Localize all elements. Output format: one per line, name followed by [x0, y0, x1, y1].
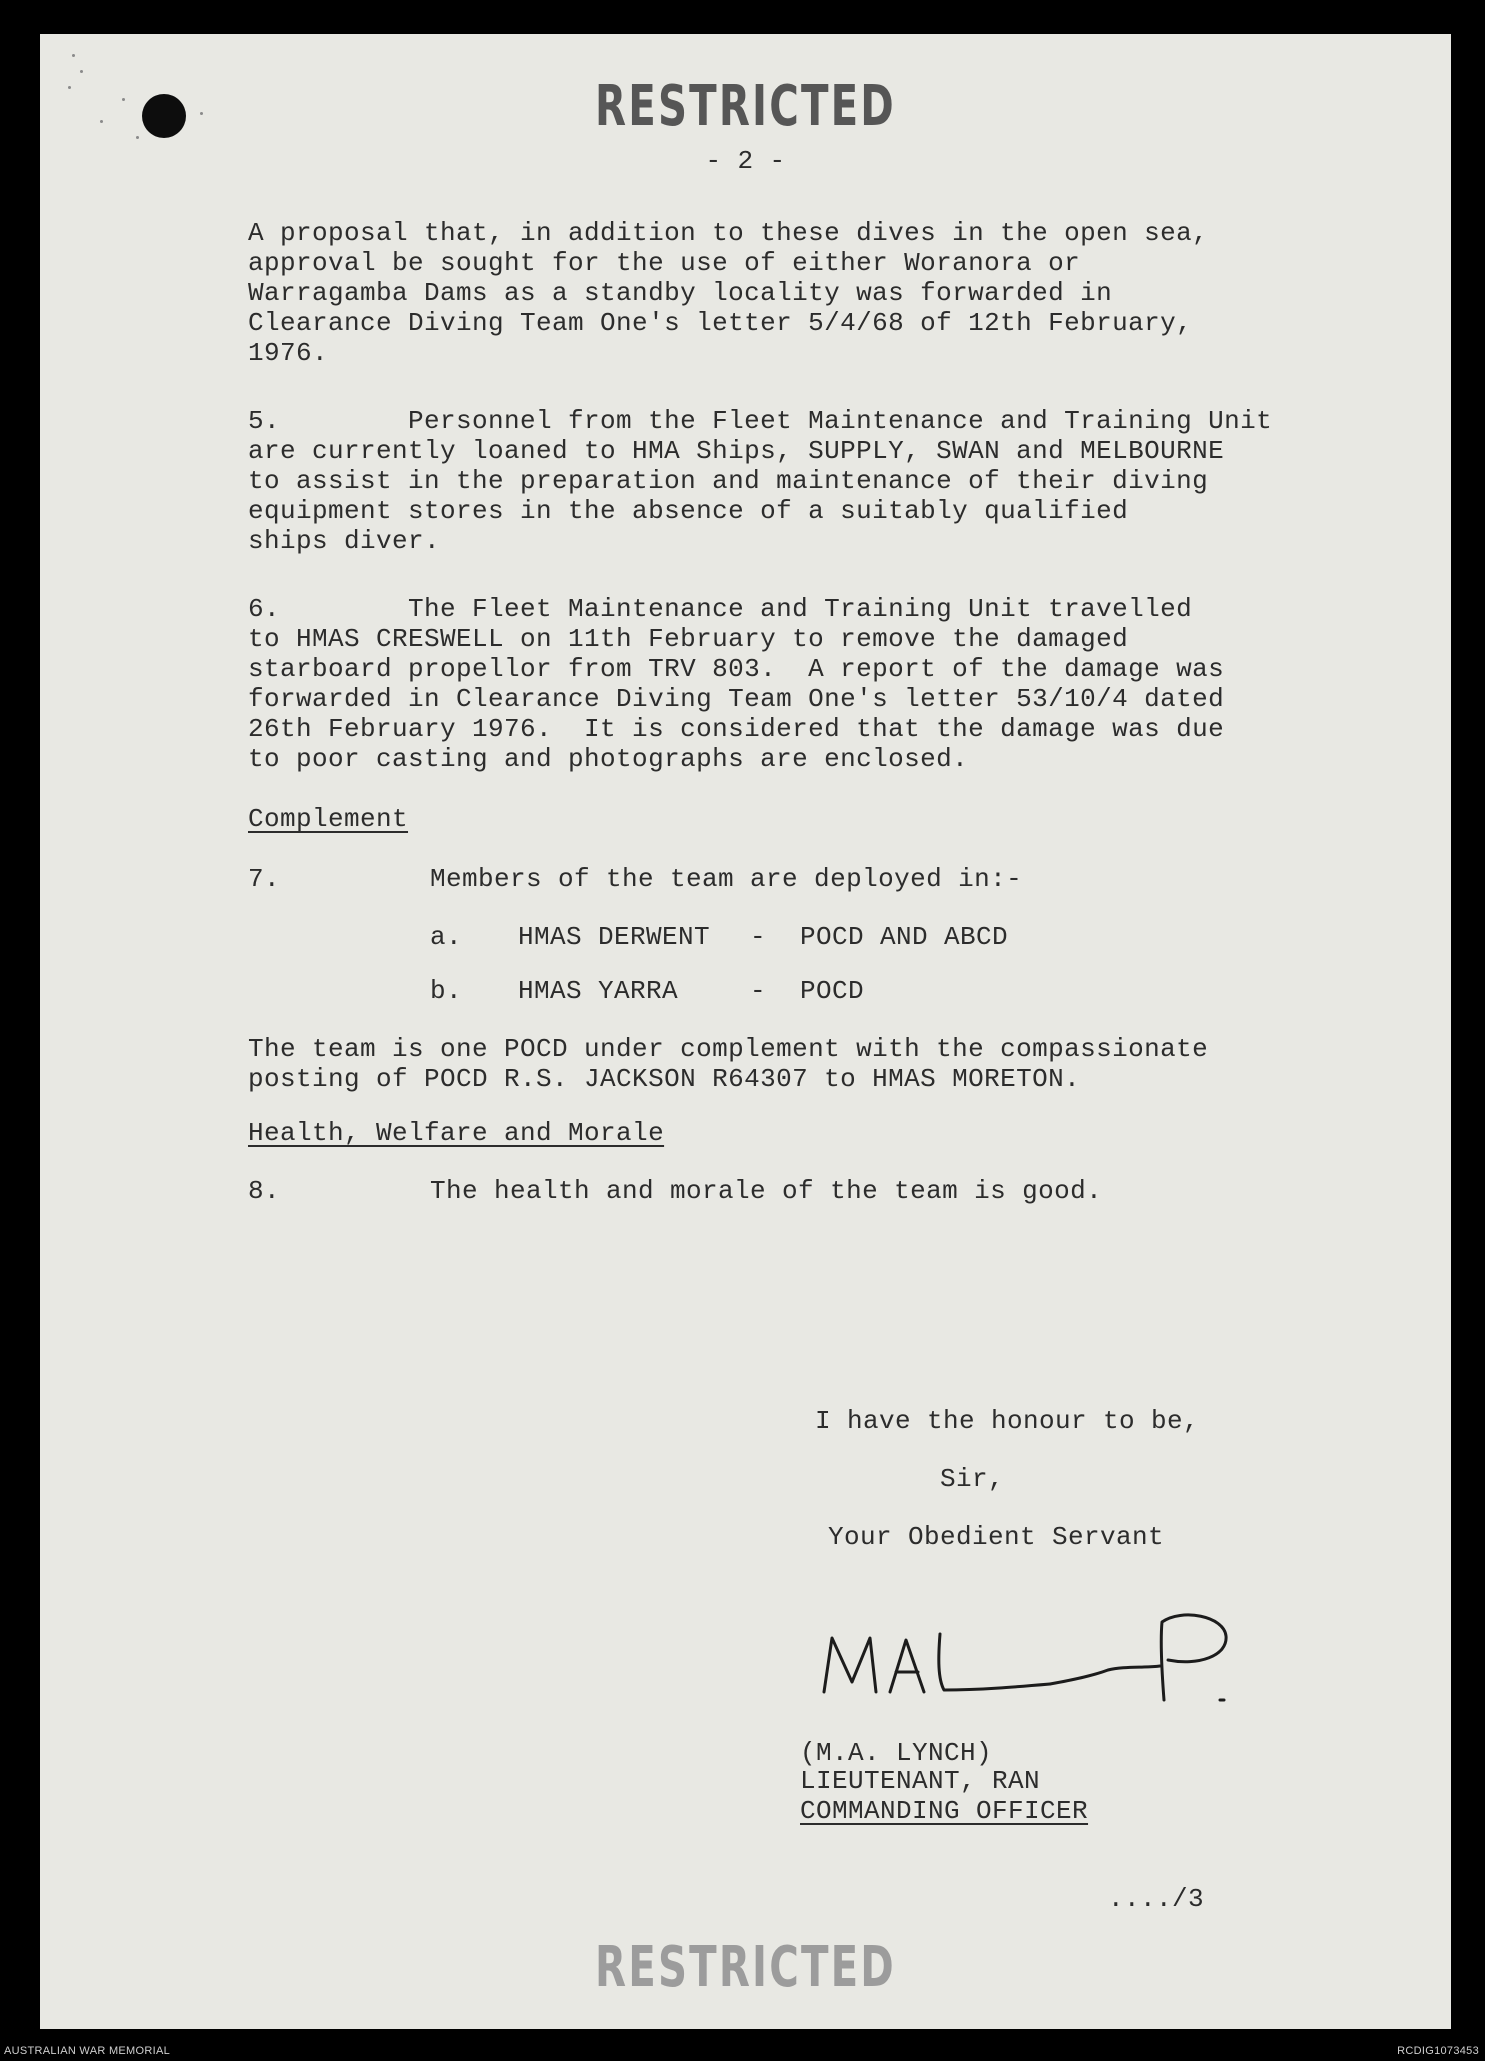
deployment-letter: b.: [430, 976, 463, 1006]
signatory-name: (M.A. LYNCH): [800, 1738, 993, 1768]
text-line: posting of POCD R.S. JACKSON R64307 to HMAS MORETON.: [248, 1064, 1081, 1094]
text-line: ships diver.: [248, 526, 441, 556]
deployment-role: POCD AND ABCD: [800, 922, 1009, 952]
text-line: to poor casting and photographs are enclosed.: [248, 744, 969, 774]
deployment-dash: -: [750, 922, 767, 952]
page-number: - 2 -: [705, 146, 786, 176]
text-line: are currently loaned to HMA Ships, SUPPLY, SWAN and MELBOURNE: [248, 436, 1225, 466]
text-line: approval be sought for the use of either Woranora or: [248, 248, 1081, 278]
text-line: equipment stores in the absence of a suitably qualified: [248, 496, 1129, 526]
text-line: A proposal that, in addition to these dives in the open sea,: [248, 218, 1209, 248]
deployment-ship: HMAS YARRA: [518, 976, 679, 1006]
footer-archive-name: AUSTRALIAN WAR MEMORIAL: [4, 2045, 171, 2057]
closing-servant: Your Obedient Servant: [828, 1522, 1165, 1552]
text-line: starboard propellor from TRV 803. A report of the damage was: [248, 654, 1225, 684]
closing-salutation: Sir,: [940, 1464, 1005, 1494]
deployment-dash: -: [750, 976, 767, 1006]
paragraph-number: 7.: [248, 864, 281, 894]
signatory-rank: LIEUTENANT, RAN: [800, 1766, 1041, 1796]
deployment-ship: HMAS DERWENT: [518, 922, 711, 952]
text-line: forwarded in Clearance Diving Team One's letter 53/10/4 dated: [248, 684, 1225, 714]
punch-hole: [142, 94, 186, 138]
heading-complement: Complement: [248, 804, 409, 834]
text-line: to HMAS CRESWELL on 11th February to remove the damaged: [248, 624, 1129, 654]
signatory-title: COMMANDING OFFICER: [800, 1796, 1089, 1826]
deployment-letter: a.: [430, 922, 463, 952]
text-line: to assist in the preparation and maintenance of their diving: [248, 466, 1209, 496]
handwritten-signature: [810, 1604, 1250, 1714]
document-page: [40, 34, 1451, 2029]
text-line: Warragamba Dams as a standby locality was forwarded in: [248, 278, 1113, 308]
paragraph-7-text: Members of the team are deployed in:-: [430, 864, 1023, 894]
deployment-role: POCD: [800, 976, 865, 1006]
closing-line: I have the honour to be,: [815, 1406, 1200, 1436]
continuation-marker: ..../3: [1108, 1884, 1205, 1914]
paragraph-8-text: The health and morale of the team is good.: [430, 1176, 1103, 1206]
text-line: 1976.: [248, 338, 329, 368]
footer-record-id: RCDIG1073453: [1397, 2045, 1479, 2057]
text-line: The team is one POCD under complement with the compassionate: [248, 1034, 1209, 1064]
restricted-stamp-bottom: RESTRICTED: [595, 1935, 896, 2000]
restricted-stamp-top: RESTRICTED: [595, 74, 896, 139]
text-line: Clearance Diving Team One's letter 5/4/68 of 12th February,: [248, 308, 1193, 338]
heading-health-welfare-morale: Health, Welfare and Morale: [248, 1118, 665, 1148]
text-line: 5. Personnel from the Fleet Maintenance and Training Unit: [248, 406, 1273, 436]
paragraph-number: 8.: [248, 1176, 281, 1206]
text-line: 26th February 1976. It is considered that the damage was due: [248, 714, 1225, 744]
text-line: 6. The Fleet Maintenance and Training Unit travelled: [248, 594, 1193, 624]
